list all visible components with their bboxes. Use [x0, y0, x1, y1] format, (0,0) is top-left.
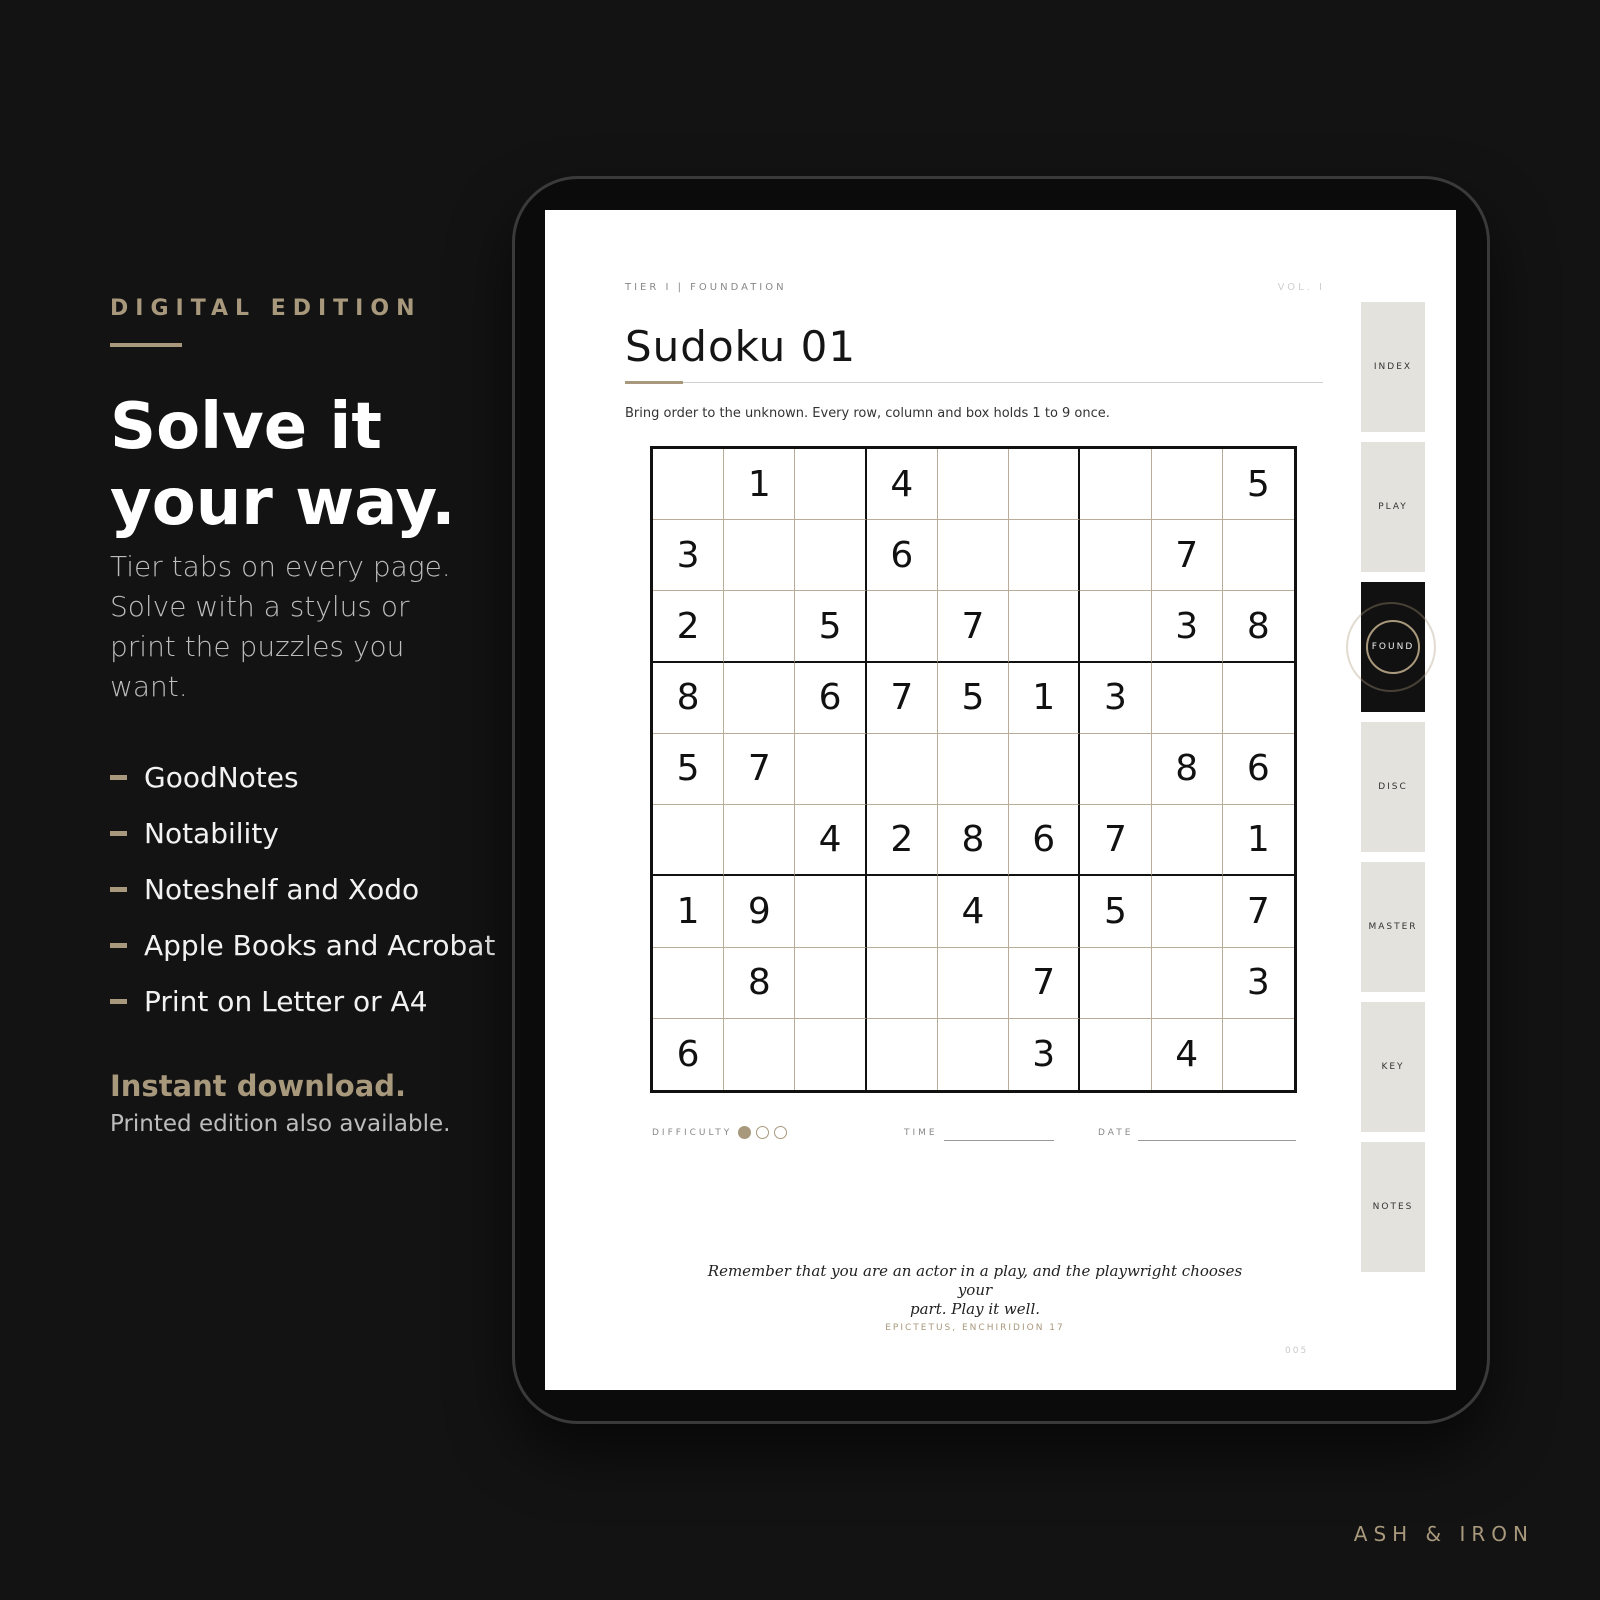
sudoku-cell[interactable] — [724, 591, 795, 662]
sudoku-cell[interactable]: 5 — [938, 663, 1009, 734]
tab-key[interactable] — [1361, 1002, 1425, 1132]
sudoku-cell[interactable] — [1009, 449, 1080, 520]
page-title: Sudoku 01 — [625, 322, 857, 371]
headline-line-2: your way. — [110, 466, 456, 540]
sudoku-cell[interactable]: 5 — [795, 591, 866, 662]
sudoku-cell[interactable] — [724, 520, 795, 591]
sudoku-cell[interactable] — [1152, 948, 1223, 1019]
title-accent-bar — [625, 381, 683, 384]
sudoku-cell[interactable] — [1152, 805, 1223, 876]
sudoku-cell[interactable]: 5 — [1223, 449, 1294, 520]
sudoku-grid[interactable] — [650, 446, 1297, 1093]
sudoku-cell[interactable]: 5 — [653, 734, 724, 805]
sudoku-cell[interactable] — [1152, 663, 1223, 734]
sudoku-cell[interactable]: 8 — [1152, 734, 1223, 805]
sudoku-cell[interactable]: 3 — [1223, 948, 1294, 1019]
sudoku-cell[interactable] — [653, 948, 724, 1019]
feature-label: Noteshelf and Xodo — [144, 872, 420, 906]
sudoku-cell[interactable]: 8 — [938, 805, 1009, 876]
tab-label: FOUND — [1371, 642, 1415, 652]
feature-list — [110, 749, 510, 1029]
sudoku-cell[interactable] — [1009, 591, 1080, 662]
sudoku-cell[interactable] — [867, 591, 938, 662]
sudoku-cell[interactable] — [867, 876, 938, 947]
sudoku-cell[interactable] — [1009, 876, 1080, 947]
cta-heading: Instant download. — [110, 1069, 407, 1103]
headline-line-1: Solve it — [110, 390, 382, 464]
feature-item — [110, 973, 510, 1029]
sudoku-cell[interactable]: 7 — [1223, 876, 1294, 947]
sudoku-cell[interactable] — [938, 520, 1009, 591]
sudoku-cell[interactable] — [1009, 734, 1080, 805]
sudoku-cell[interactable] — [795, 1019, 866, 1090]
difficulty-label: DIFFICULTY — [652, 1128, 733, 1138]
sudoku-cell[interactable]: 1 — [724, 449, 795, 520]
quote-line-1: Remember that you are an actor in a play, and the playwright chooses your — [707, 1262, 1243, 1299]
date-input-line[interactable] — [1138, 1140, 1296, 1141]
dash-icon — [110, 775, 127, 780]
sudoku-cell[interactable] — [867, 1019, 938, 1090]
sudoku-cell[interactable] — [938, 1019, 1009, 1090]
sudoku-cell[interactable]: 3 — [653, 520, 724, 591]
difficulty-dot — [774, 1126, 787, 1139]
sudoku-cell[interactable] — [1080, 591, 1151, 662]
sudoku-cell[interactable]: 1 — [653, 876, 724, 947]
sudoku-cell[interactable]: 1 — [1009, 663, 1080, 734]
sudoku-cell[interactable] — [795, 948, 866, 1019]
sudoku-cell[interactable]: 4 — [938, 876, 1009, 947]
tab-label: PLAY — [1378, 502, 1408, 512]
tab-label: KEY — [1381, 1062, 1405, 1072]
sudoku-cell[interactable]: 9 — [724, 876, 795, 947]
sudoku-cell[interactable] — [1080, 734, 1151, 805]
sudoku-cell[interactable] — [724, 805, 795, 876]
feature-item — [110, 861, 510, 917]
tablet-screen — [545, 210, 1456, 1390]
feature-label: GoodNotes — [144, 760, 299, 794]
sudoku-cell[interactable] — [867, 734, 938, 805]
sudoku-cell[interactable]: 3 — [1080, 663, 1151, 734]
sudoku-cell[interactable]: 3 — [1152, 591, 1223, 662]
intro-line-2: Solve with a stylus or — [110, 590, 410, 623]
intro-line-3: print the puzzles you — [110, 630, 405, 663]
tab-label: NOTES — [1372, 1202, 1414, 1212]
headline — [110, 389, 510, 541]
sudoku-cell[interactable] — [795, 520, 866, 591]
page-number: 005 — [1285, 1346, 1309, 1356]
sudoku-cell[interactable]: 7 — [1152, 520, 1223, 591]
sudoku-cell[interactable] — [653, 805, 724, 876]
tab-found[interactable] — [1361, 582, 1425, 712]
puzzle-instructions: Bring order to the unknown. Every row, column and box holds 1 to 9 once. — [625, 406, 1110, 421]
tier-label: TIER I | FOUNDATION — [625, 282, 787, 293]
sudoku-cell[interactable] — [1223, 1019, 1294, 1090]
sudoku-cell[interactable] — [867, 948, 938, 1019]
tab-master[interactable] — [1361, 862, 1425, 992]
sudoku-cell[interactable] — [938, 734, 1009, 805]
time-label: TIME — [904, 1128, 938, 1138]
tab-label: DISC — [1378, 782, 1408, 792]
sudoku-cell[interactable]: 6 — [867, 520, 938, 591]
sudoku-cell[interactable]: 7 — [867, 663, 938, 734]
cta-subtext: Printed edition also available. — [110, 1111, 451, 1137]
sudoku-cell[interactable]: 2 — [653, 591, 724, 662]
sudoku-cell[interactable]: 1 — [1223, 805, 1294, 876]
quote-attribution: EPICTETUS, ENCHIRIDION 17 — [885, 1323, 1065, 1333]
dash-icon — [110, 887, 127, 892]
dash-icon — [110, 943, 127, 948]
date-label: DATE — [1098, 1128, 1134, 1138]
tab-label: INDEX — [1373, 362, 1413, 372]
feature-item — [110, 805, 510, 861]
sudoku-cell[interactable]: 6 — [795, 663, 866, 734]
sudoku-cell[interactable] — [1080, 1019, 1151, 1090]
feature-item — [110, 749, 510, 805]
sudoku-cell[interactable]: 4 — [867, 449, 938, 520]
sudoku-cell[interactable] — [724, 663, 795, 734]
dash-icon — [110, 831, 127, 836]
page-header — [625, 282, 1325, 293]
edition-label: DIGITAL EDITION — [110, 296, 422, 321]
sudoku-cell[interactable] — [795, 449, 866, 520]
sudoku-cell[interactable] — [1080, 449, 1151, 520]
tab-disc[interactable] — [1361, 722, 1425, 852]
sudoku-cell[interactable]: 6 — [1223, 734, 1294, 805]
sudoku-cell[interactable]: 6 — [1009, 805, 1080, 876]
tab-index[interactable] — [1361, 302, 1425, 432]
sudoku-cell[interactable]: 7 — [1009, 948, 1080, 1019]
volume-label: VOL. I — [1277, 282, 1325, 293]
tab-play[interactable] — [1361, 442, 1425, 572]
sudoku-cell[interactable] — [653, 449, 724, 520]
difficulty-dot — [738, 1126, 751, 1139]
sudoku-cell[interactable]: 2 — [867, 805, 938, 876]
sudoku-cell[interactable] — [1152, 876, 1223, 947]
tab-notes[interactable] — [1361, 1142, 1425, 1272]
sudoku-cell[interactable]: 4 — [795, 805, 866, 876]
sudoku-cell[interactable]: 8 — [1223, 591, 1294, 662]
puzzle-meta-row — [652, 1124, 1299, 1144]
sudoku-cell[interactable]: 3 — [1009, 1019, 1080, 1090]
feature-label: Apple Books and Acrobat — [144, 928, 496, 962]
sudoku-cell[interactable] — [938, 449, 1009, 520]
sudoku-cell[interactable]: 4 — [1152, 1019, 1223, 1090]
sudoku-cell[interactable]: 7 — [938, 591, 1009, 662]
feature-label: Print on Letter or A4 — [144, 984, 428, 1018]
tab-label: MASTER — [1368, 922, 1418, 932]
sudoku-cell[interactable] — [1080, 520, 1151, 591]
brand-logo: ASH & IRON — [1353, 1522, 1534, 1546]
sudoku-cell[interactable]: 8 — [653, 663, 724, 734]
sudoku-cell[interactable]: 6 — [653, 1019, 724, 1090]
sudoku-cell[interactable] — [1223, 520, 1294, 591]
sudoku-cell[interactable] — [795, 876, 866, 947]
edition-underline — [110, 343, 182, 347]
dash-icon — [110, 999, 127, 1004]
title-divider — [625, 382, 1323, 383]
sudoku-cell[interactable]: 7 — [1080, 805, 1151, 876]
sudoku-cell[interactable] — [1080, 948, 1151, 1019]
sudoku-cell[interactable]: 8 — [724, 948, 795, 1019]
time-input-line[interactable] — [944, 1140, 1054, 1141]
sudoku-cell[interactable]: 5 — [1080, 876, 1151, 947]
sudoku-cell[interactable] — [1009, 520, 1080, 591]
sudoku-cell[interactable] — [724, 1019, 795, 1090]
sudoku-cell[interactable] — [1152, 449, 1223, 520]
intro-text — [110, 547, 470, 707]
sudoku-cell[interactable] — [1223, 663, 1294, 734]
marketing-panel — [110, 296, 510, 1137]
quote-line-2: part. Play it well. — [909, 1300, 1041, 1318]
feature-item — [110, 917, 510, 973]
sudoku-cell[interactable] — [938, 948, 1009, 1019]
intro-line-1: Tier tabs on every page. — [110, 550, 451, 583]
quote — [695, 1262, 1255, 1319]
feature-label: Notability — [144, 816, 279, 850]
sudoku-cell[interactable]: 7 — [724, 734, 795, 805]
sudoku-cell[interactable] — [795, 734, 866, 805]
difficulty-dot — [756, 1126, 769, 1139]
intro-line-4: want. — [110, 670, 188, 703]
